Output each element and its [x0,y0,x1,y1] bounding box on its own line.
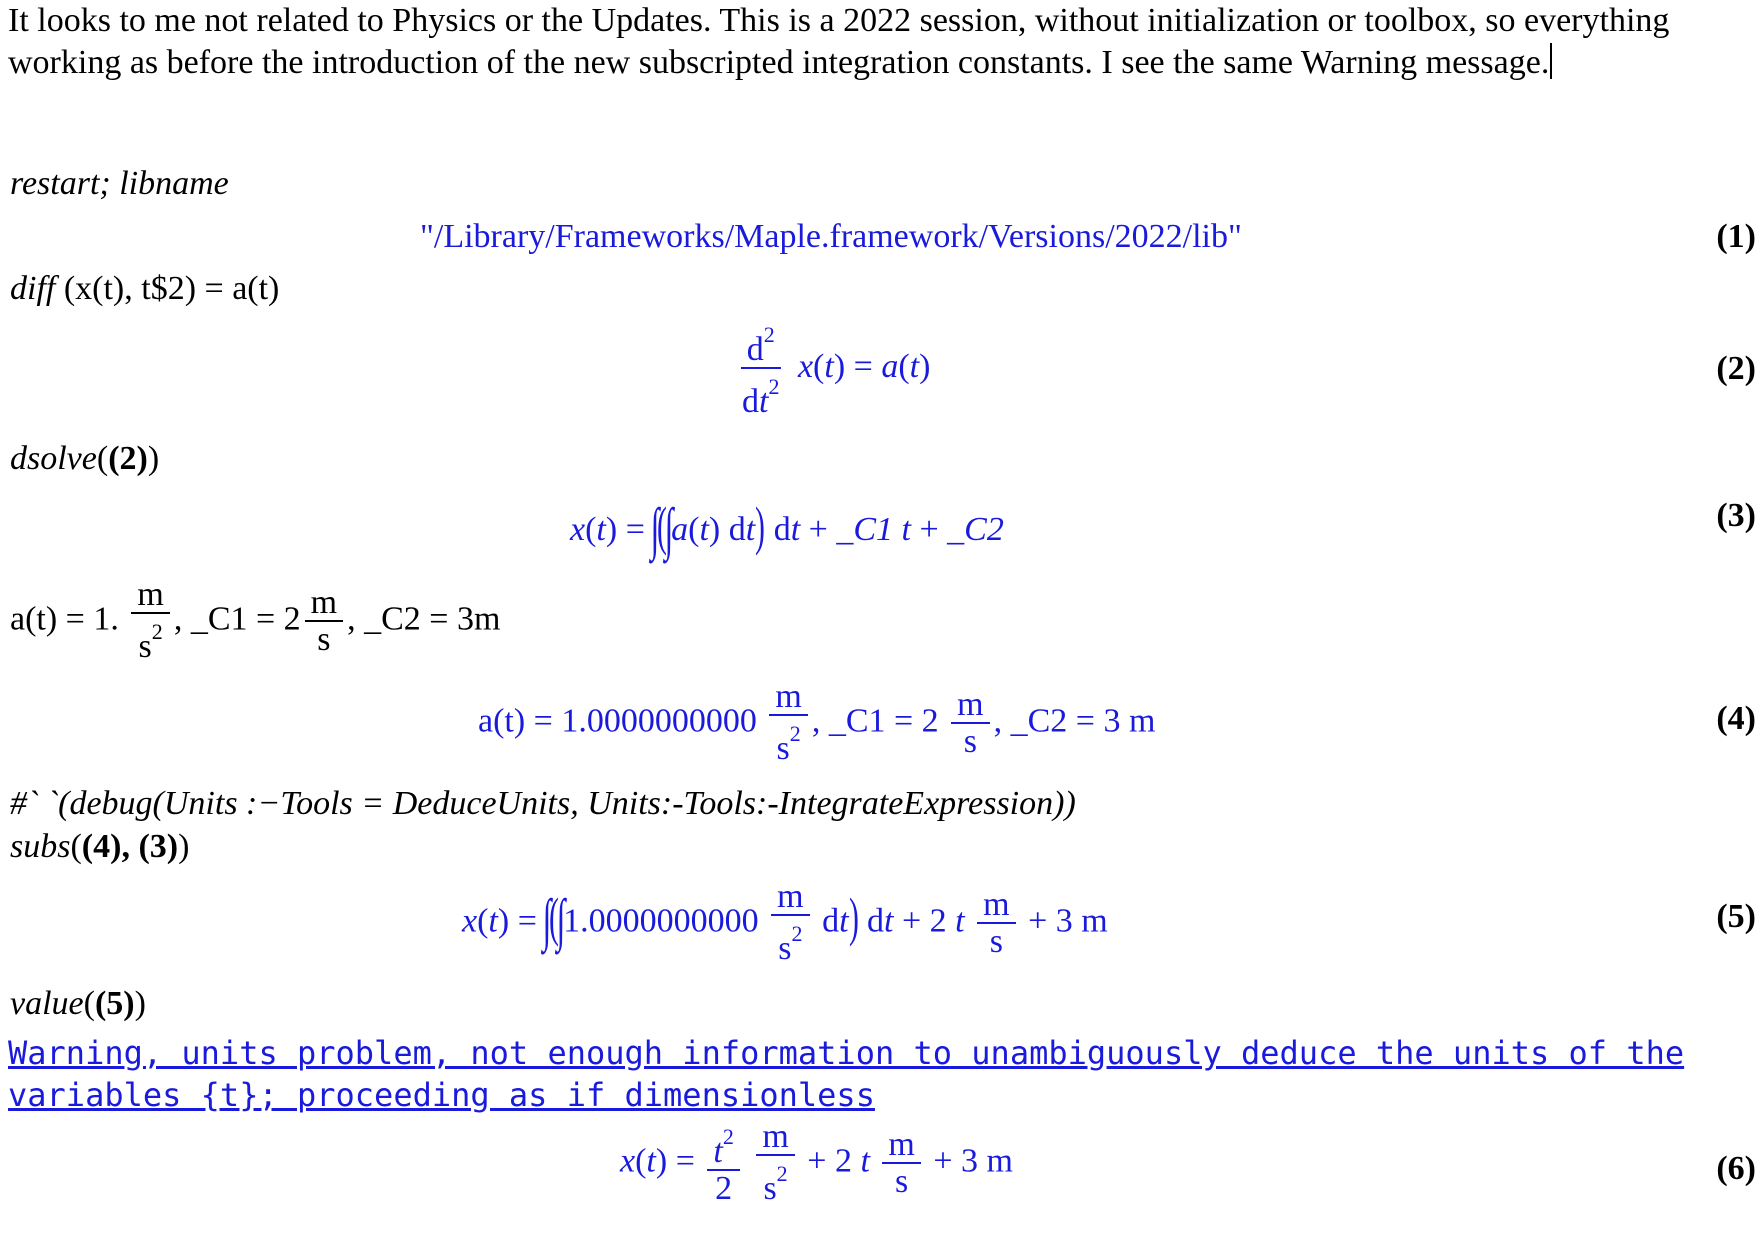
equation-label-1: (1) [1716,218,1756,255]
input-value-fn: value [10,985,84,1022]
equation-label-3: (3) [1716,497,1756,534]
derivative-operator: $\frac{d^2}{dt^2}$ [736,318,785,420]
equation-label-2: (2) [1716,350,1756,387]
input-dsolve-fn: dsolve [10,440,97,477]
input-diff-fn: diff [10,270,56,307]
output-libname [420,218,1242,256]
output-a-lhs: a(t) = 1.0000000000 [478,702,757,740]
output-subs: x(t) = ∫(∫1.0000000000 $\frac{m}{s^2}$ dt) dt + 2 t $\frac{m}{s}$ + 3 m [462,878,1108,967]
unit-m-per-s: $\frac{m}{s}$ [305,586,343,658]
input-subs-refs: (4), (3) [81,828,179,865]
input-value[interactable]: value((5)) [10,985,146,1022]
units-warning-text: Warning, units problem, not enough information to unambiguously deduce the units of the variables {t}; proceeding as if dimensionless [8,1034,1685,1114]
output-c1: _C1 = 2 [828,702,939,740]
input-c1: _C1 = 2 [190,600,301,638]
equation-label-4: (4) [1716,700,1756,737]
input-restart-libname[interactable] [10,165,229,203]
equation-label-5: (5) [1716,898,1756,935]
output-diff-equation: $\frac{d^2}{dt^2}$ x(t) = a(t) [732,318,930,420]
input-debug-comment[interactable] [10,785,1076,823]
text-cursor [1550,43,1552,79]
input-dsolve[interactable]: dsolve((2)) [10,440,160,477]
input-value-ref: (5) [94,985,135,1022]
output-value: x(t) = $\frac{t^2}{2}$ $\frac{m}{s^2}$ + 2 t $\frac{m}{s}$ + 3 m [620,1118,1013,1207]
output-libname-text: "/Library/Frameworks/Maple.framework/Versions/2022/lib" [420,218,1242,255]
debug-comment-text: #` `(debug(Units :−Tools = DeduceUnits, Units:-Tools:-IntegrateExpression)) [10,785,1076,822]
comment-paragraph-text: It looks to me not related to Physics or the Updates. This is a 2022 session, without initialization or toolbox, so everything working as before the introduction of the new subscripted integration constants. I see the same Warning message. [8,2,1670,81]
equation-label-6: (6) [1716,1150,1756,1187]
input-diff-args: (x(t), t$2) = a(t) [63,270,280,307]
comment-paragraph[interactable] [8,0,1688,84]
unit-m-per-s2: $\frac{m}{s^2}$ [769,680,807,767]
input-subs-fn: subs [10,828,71,865]
input-a-lhs: a(t) = 1. [10,600,119,638]
output-dsolve-solution: x(t) = ∫(∫a(t) dt) dt + _C1 t + _C2 [570,496,1004,561]
output-c2: _C2 = 3 m [1010,702,1156,740]
units-warning-message[interactable] [8,1032,1748,1116]
input-dsolve-ref: (2) [108,440,148,477]
input-diff[interactable] [10,270,279,308]
unit-m-per-s: $\frac{m}{s}$ [951,688,989,760]
input-c2: _C2 = 3m [364,600,501,638]
input-assignments[interactable]: a(t) = 1. $\frac{m}{s^2}$ , _C1 = 2 $\frac{m}{s}$ , _C2 = 3m [10,576,501,665]
input-restart-text: restart; libname [10,165,229,202]
input-subs[interactable]: subs((4), (3)) [10,828,190,865]
output-assignments: a(t) = 1.0000000000 $\frac{m}{s^2}$ , _C1 = 2 $\frac{m}{s}$ , _C2 = 3 m [478,678,1156,767]
unit-m-per-s2: $\frac{m}{s^2}$ [131,578,169,665]
